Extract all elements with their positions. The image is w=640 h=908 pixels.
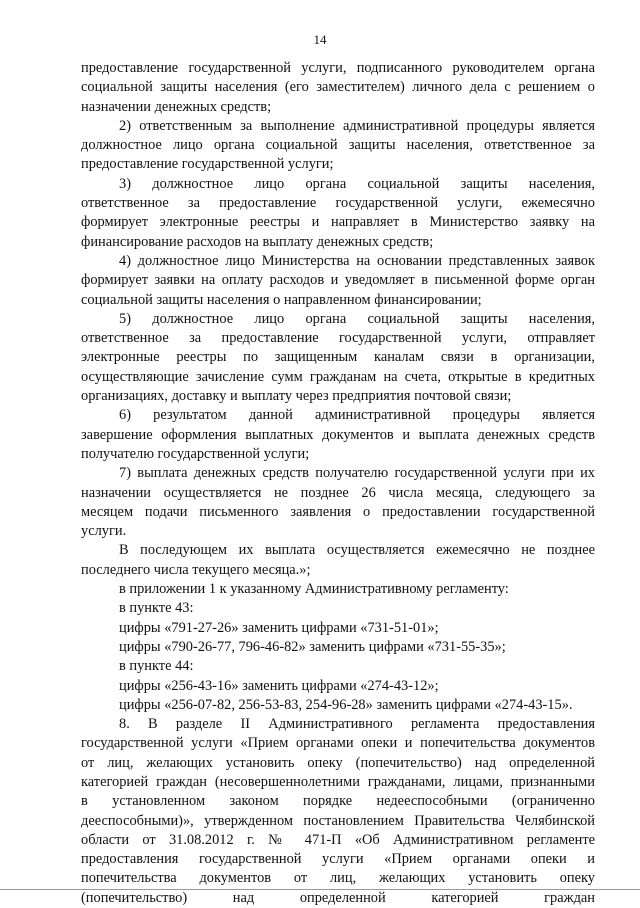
paragraph-line: ответственное за предоставление государственной услуги, ежемесячно	[81, 195, 595, 212]
paragraph-line: области от 31.08.2012 г. № 471-П «Об Административном регламенте	[81, 831, 595, 848]
paragraph-line: в пункте 44:	[119, 658, 194, 675]
paragraph-line: 6) результатом данной административной процедуры является	[119, 407, 595, 424]
paragraph-line: назначении осуществляется не позднее 26 числа месяца, следующего за	[81, 484, 595, 501]
paragraph-line: назначении денежных средств;	[81, 98, 272, 115]
paragraph-line: организациях, доставку и выплату через предприятия почтовой связи;	[81, 388, 512, 405]
paragraph-line: предоставления государственной услуги «Прием органами опеки и	[81, 851, 595, 868]
paragraph-line: последнего числа текущего месяца.»;	[81, 561, 311, 578]
paragraph-line: услуги.	[81, 523, 127, 540]
paragraph-line: формирует заявки на оплату расходов и уведомляет в письменной форме орган	[81, 272, 595, 289]
paragraph-line: цифры «256-43-16» заменить цифрами «274-43-12»;	[119, 677, 439, 694]
document-body	[81, 59, 595, 908]
page-number: 14	[313, 32, 327, 47]
paragraph-line: 7) выплата денежных средств получателю государственной услуги при их	[119, 465, 595, 482]
paragraph-line: месяцем подачи письменного заявления о предоставлении государственной	[81, 503, 595, 520]
paragraph-line: электронные реестры по защищенным каналам связи в организации,	[81, 349, 595, 366]
paragraph-line: в установленном законом порядке недееспособными (ограниченно	[81, 793, 595, 810]
paragraph-line: ответственное за предоставление государственной услуги, отправляет	[81, 330, 595, 347]
paragraph-line: должностное лицо органа социальной защиты населения, ответственное за	[81, 137, 595, 154]
paragraph-line: 4) должностное лицо Министерства на основании представленных заявок	[119, 252, 595, 269]
paragraph-line: предоставление государственной услуги, подписанного руководителем органа	[81, 60, 595, 76]
paragraph-line: в приложении 1 к указанному Административному регламенту:	[119, 581, 509, 598]
paragraph-line: государственной услуги «Прием органами опеки и попечительства документов	[81, 735, 595, 752]
paragraph-line: 2) ответственным за выполнение административной процедуры является	[119, 117, 595, 134]
paragraph-line: финансирование расходов на выплату денежных средств;	[81, 233, 434, 250]
paragraph-line: в пункте 43:	[119, 600, 194, 617]
paragraph-line: 3) должностное лицо органа социальной защиты населения,	[119, 175, 595, 192]
paragraph-line: от лиц, желающих установить опеку (попечительство) над определенной	[81, 754, 595, 771]
paragraph-line: социальной защиты населения о направленном финансировании;	[81, 291, 482, 308]
paragraph-line: завершение оформления выплатных документов и выплата денежных средств	[81, 426, 595, 443]
paragraph-line: (попечительство) над определенной категорией граждан	[81, 889, 595, 906]
paragraph-line: осуществляющие зачисление сумм гражданам на счета, открытые в кредитных	[81, 368, 595, 385]
paragraph-line: категорией граждан (несовершеннолетними гражданами, лицами, признанными	[81, 773, 595, 790]
paragraph-line: цифры «256-07-82, 256-53-83, 254-96-28» заменить цифрами «274-43-15».	[119, 696, 573, 713]
paragraph-line: социальной защиты населения (его заместителем) личного дела с решением о	[81, 79, 595, 96]
paragraph-line: цифры «791-27-26» заменить цифрами «731-51-01»;	[119, 619, 439, 636]
paragraph-line: дееспособными)», утвержденном постановлением Правительства Челябинской	[81, 812, 595, 829]
paragraph-line: В последующем их выплата осуществляется ежемесячно не позднее	[119, 542, 595, 559]
paragraph-line: 8. В разделе II Административного регламента предоставления	[119, 716, 595, 733]
paragraph-line: получателю государственной услуги;	[81, 445, 310, 462]
bottom-divider	[0, 889, 640, 890]
paragraph-line: попечительства документов от лиц, желающих установить опеку	[81, 870, 595, 887]
paragraph-line: предоставление государственной услуги;	[81, 156, 334, 173]
paragraph-line: формирует электронные реестры и направляет в Министерство заявку на	[81, 214, 595, 231]
paragraph-line: 5) должностное лицо органа социальной защиты населения,	[119, 310, 595, 327]
paragraph-line: цифры «790-26-77, 796-46-82» заменить цифрами «731-55-35»;	[119, 638, 506, 655]
